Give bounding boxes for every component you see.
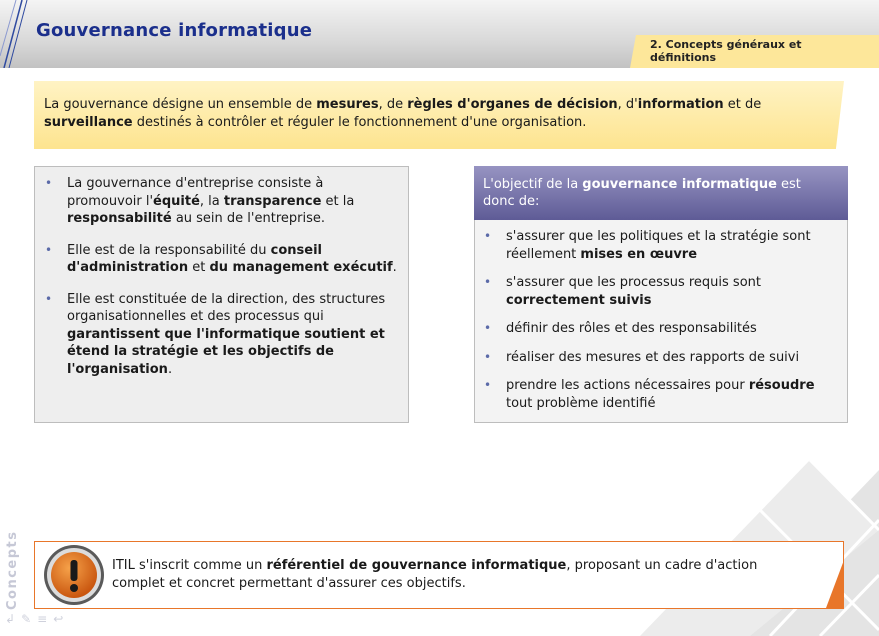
emphasis-text: information bbox=[637, 97, 724, 112]
list-icon[interactable]: ≡ bbox=[37, 612, 48, 626]
header-stripes-decoration bbox=[0, 0, 30, 68]
list-item-text bbox=[506, 350, 799, 365]
emphasis-text: mises en œuvre bbox=[580, 246, 698, 262]
text-segment: tout problème identifié bbox=[506, 395, 656, 411]
list-item-text bbox=[506, 229, 811, 262]
text-segment: , la bbox=[199, 193, 224, 209]
return-icon[interactable]: ↩ bbox=[53, 612, 64, 626]
list-item bbox=[484, 228, 826, 263]
text-segment: Elle est constituée de la direction, des structures organisationnelles et des processus qui bbox=[67, 291, 386, 324]
bullet-icon: • bbox=[484, 229, 492, 243]
emphasis-text: garantissent que l'informatique soutient et étend la stratégie et les objectifs de l'organisation bbox=[67, 326, 385, 377]
nav-icons bbox=[5, 612, 95, 632]
warning-icon bbox=[42, 543, 106, 607]
text-segment: s'assurer que les politiques et la stratégie sont réellement bbox=[506, 229, 811, 262]
emphasis-text: correctement suivis bbox=[506, 292, 652, 308]
emphasis-text: résoudre bbox=[748, 378, 815, 393]
emphasis-text: équité bbox=[153, 193, 200, 209]
emphasis-text: référentiel de gouvernance informatique bbox=[266, 558, 567, 573]
text-segment: , de bbox=[378, 97, 408, 112]
list-item-text bbox=[67, 176, 354, 226]
bullet-icon: • bbox=[484, 321, 492, 335]
list-item bbox=[484, 274, 826, 309]
text-segment: et la bbox=[321, 193, 355, 209]
list-item bbox=[45, 175, 397, 228]
emphasis-text: du management exécutif bbox=[209, 260, 393, 275]
governance-definition-list bbox=[45, 175, 397, 392]
list-item bbox=[45, 291, 397, 379]
intro-text bbox=[44, 96, 814, 132]
section-label: 2. Concepts généraux et définitions bbox=[650, 38, 802, 64]
text-segment: . bbox=[167, 361, 173, 377]
itil-note-text bbox=[112, 557, 812, 593]
emphasis-text: règles d'organes de décision bbox=[407, 97, 618, 112]
bullet-icon: • bbox=[484, 275, 492, 289]
bullet-icon: • bbox=[484, 349, 492, 364]
text-segment: destinés à contrôler et réguler le fonctionnement d'une organisation. bbox=[132, 115, 587, 130]
page-title: Gouvernance informatique bbox=[36, 20, 313, 41]
emphasis-text: conseil d'administration bbox=[67, 242, 322, 275]
emphasis-text: responsabilité bbox=[67, 211, 172, 226]
text-segment: prendre les actions nécessaires pour bbox=[506, 378, 749, 393]
list-item-text bbox=[506, 275, 761, 308]
list-item bbox=[484, 320, 826, 338]
text-segment: au sein de l'entreprise. bbox=[171, 211, 325, 226]
text-segment: , d' bbox=[617, 97, 638, 112]
bullet-icon: • bbox=[45, 176, 53, 190]
bullet-icon: • bbox=[484, 378, 492, 392]
text-segment: La gouvernance d'entreprise consiste à promouvoir l' bbox=[67, 176, 324, 209]
pencil-icon[interactable]: ✎ bbox=[21, 612, 32, 626]
note-corner-accent bbox=[826, 560, 844, 608]
emphasis-text: gouvernance informatique bbox=[582, 177, 777, 192]
objectives-panel-title bbox=[483, 176, 833, 210]
text-segment: Elle est de la responsabilité du bbox=[67, 242, 271, 258]
text-segment: et de bbox=[723, 97, 762, 112]
emphasis-text: surveillance bbox=[44, 115, 133, 130]
list-item-text bbox=[67, 243, 397, 276]
side-section-label: Concepts bbox=[5, 530, 20, 610]
list-item bbox=[484, 377, 826, 412]
emphasis-text: mesures bbox=[316, 97, 379, 112]
objectives-list bbox=[484, 228, 826, 423]
text-segment: L'objectif de la bbox=[483, 177, 583, 192]
bullet-icon: • bbox=[45, 242, 53, 257]
text-segment: est donc de: bbox=[483, 177, 801, 209]
text-segment: définir des rôles et des responsabilités bbox=[506, 321, 757, 336]
back-icon[interactable]: ↲ bbox=[5, 612, 16, 626]
text-segment: s'assurer que les processus requis sont bbox=[506, 275, 761, 290]
list-item-text bbox=[506, 378, 815, 411]
list-item bbox=[45, 242, 397, 277]
text-segment: ITIL s'inscrit comme un bbox=[112, 558, 267, 573]
emphasis-text: transparence bbox=[223, 193, 322, 209]
bullet-icon: • bbox=[45, 291, 53, 306]
list-item-text bbox=[67, 292, 385, 377]
text-segment: . bbox=[392, 260, 397, 275]
list-item-text bbox=[506, 321, 757, 336]
text-segment: réaliser des mesures et des rapports de suivi bbox=[506, 349, 800, 365]
text-segment: , proposant un cadre d'action complet et concret permettant d'assurer ces objectifs. bbox=[112, 558, 758, 591]
list-item bbox=[484, 349, 826, 367]
text-segment: La gouvernance désigne un ensemble de bbox=[44, 97, 317, 112]
text-segment: et bbox=[188, 260, 210, 275]
